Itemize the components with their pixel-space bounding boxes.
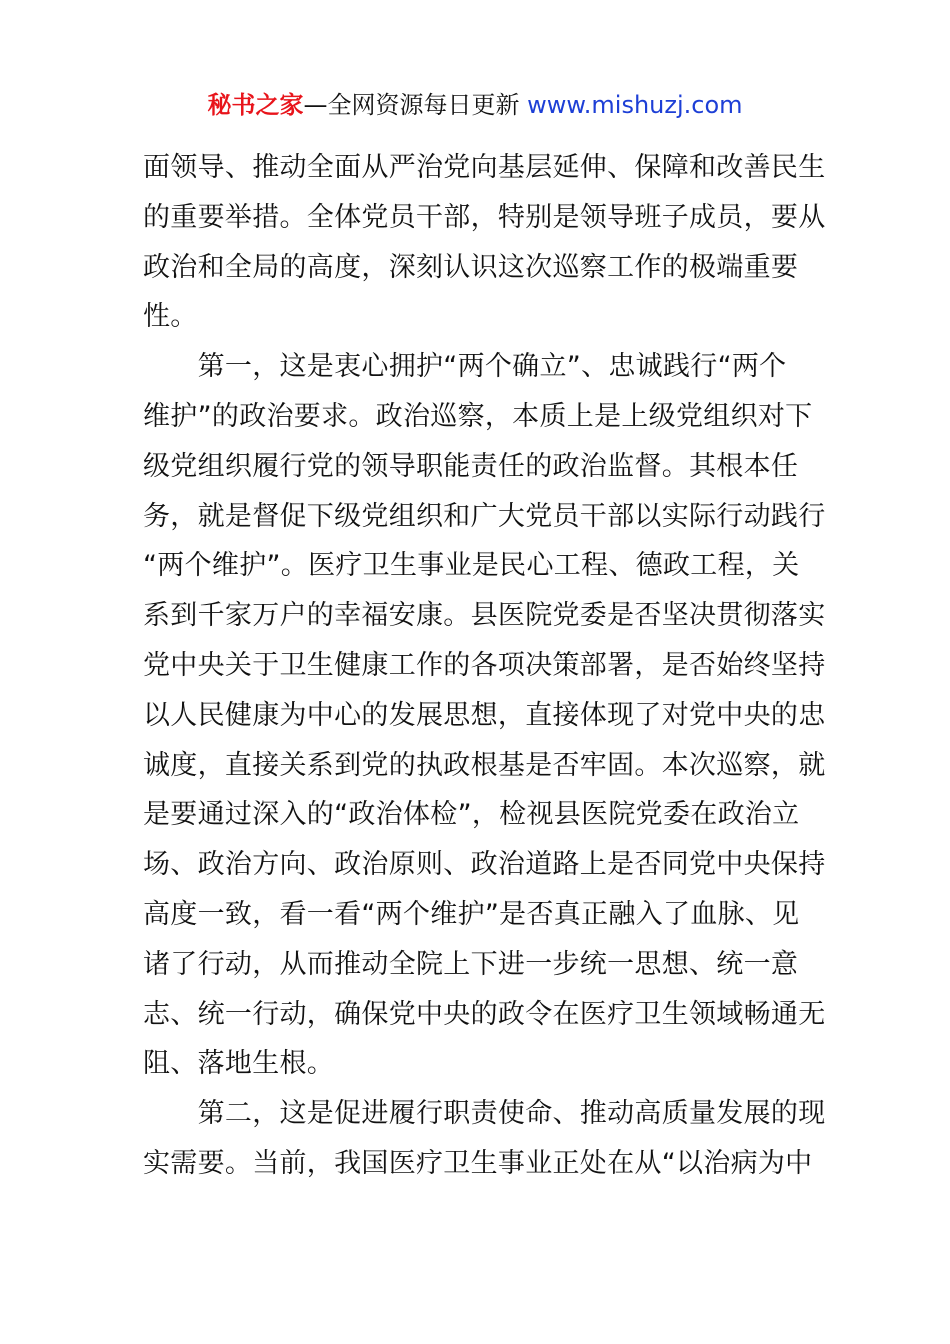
paragraph-first-line: 第二，这是促进履行职责使命、推动高质量发展的现 <box>143 1098 826 1130</box>
header-tagline: —全网资源每日更新 <box>303 91 528 119</box>
text-line: 级党组织履行党的领导职能责任的政治监督。其根本任 <box>143 450 799 482</box>
text-line: 场、政治方向、政治原则、政治道路上是否同党中央保持 <box>143 849 826 881</box>
site-header <box>0 88 950 122</box>
brand-name: 秘书之家 <box>207 91 304 119</box>
text-line: 阻、落地生根。 <box>143 1048 335 1080</box>
text-line: 以人民健康为中心的发展思想，直接体现了对党中央的忠 <box>143 699 826 731</box>
text-line: 性。 <box>143 301 198 333</box>
text-line: 维护”的政治要求。政治巡察，本质上是上级党组织对下 <box>143 400 813 432</box>
text-line: 实需要。当前，我国医疗卫生事业正处在从“以治病为中 <box>143 1147 813 1179</box>
document-body <box>143 143 826 1189</box>
text-line: 是要通过深入的“政治体检”，检视县医院党委在政治立 <box>143 799 800 831</box>
text-line: 的重要举措。全体党员干部，特别是领导班子成员，要从 <box>143 201 826 233</box>
site-url-link[interactable]: www.mishuzj.com <box>527 91 743 119</box>
text-line: 系到千家万户的幸福安康。县医院党委是否坚决贯彻落实 <box>143 600 826 632</box>
text-line: 志、统一行动，确保党中央的政令在医疗卫生领域畅通无 <box>143 998 826 1030</box>
text-line: 务，就是督促下级党组织和广大党员干部以实际行动践行 <box>143 500 826 532</box>
text-line: 诚度，直接关系到党的执政根基是否牢固。本次巡察，就 <box>143 749 826 781</box>
text-line: 诸了行动，从而推动全院上下进一步统一思想、统一意 <box>143 948 799 980</box>
text-line: 面领导、推动全面从严治党向基层延伸、保障和改善民生 <box>143 152 826 183</box>
text-line: 党中央关于卫生健康工作的各项决策部署，是否始终坚持 <box>143 649 826 681</box>
text-line: “两个维护”。医疗卫生事业是民心工程、德政工程，关 <box>143 550 800 582</box>
text-line: 政治和全局的高度，深刻认识这次巡察工作的极端重要 <box>143 251 799 283</box>
paragraph-first-line: 第一，这是衷心拥护“两个确立”、忠诚践行“两个 <box>143 351 787 383</box>
text-line: 高度一致，看一看“两个维护”是否真正融入了血脉、见 <box>143 898 800 930</box>
